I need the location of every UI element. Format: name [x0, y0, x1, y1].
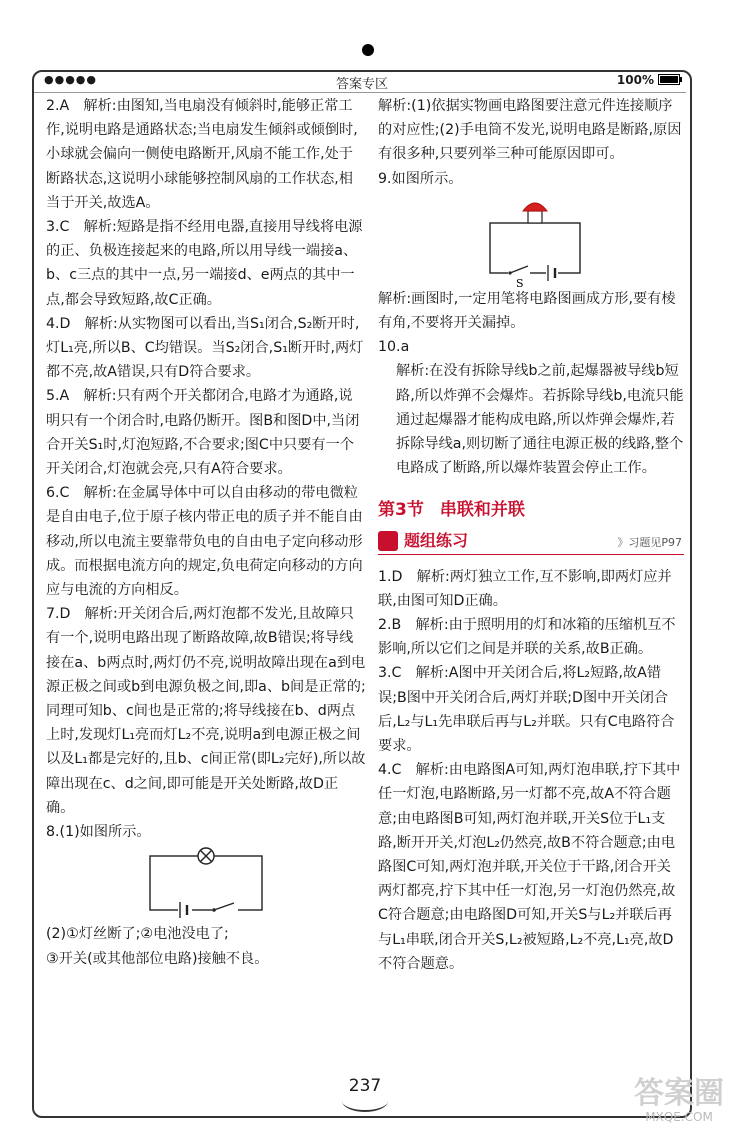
section-number: 第3节	[378, 500, 424, 521]
status-bar	[44, 73, 680, 92]
circuit-diagram-9	[378, 191, 684, 287]
group-label: 题组练习	[404, 530, 469, 550]
section-answer-4: 4.C 解析:由电路图A可知,两灯泡串联,拧下其中任一灯泡,电路断路,另一灯都不亮,故A不符合题意;由电路图B可知,两灯泡并联,开关S位于L₁支路,断开开关,灯泡L₂仍然亮,故B不符合题意;由电路图C可知,两灯泡并联,开关位于干路,闭合开关两灯都亮,拧下其中任一灯泡,另一灯泡仍然亮,故C符合题意;由电路图D可知,开关S与L₂并联后再与L₁串联,闭合开关S,L₂被短路,L₂不亮,L₁亮,故D不符合题意。	[378, 762, 681, 972]
answer-2: 2.A 解析:由图知,当电扇没有倾斜时,能够正常工作,说明电路是通路状态;当电扇发生倾斜或倾倒时,小球就会偏向一侧使电路断开,风扇不能工作,处于断路状态,这说明小球能够控制风扇的工作状态,相当于开关,故选A。	[46, 98, 358, 211]
section-heading	[378, 498, 684, 522]
section-title: 串联和并联	[439, 500, 525, 521]
battery-indicator	[617, 73, 680, 87]
pencil-icon	[378, 531, 398, 551]
top-dot	[362, 44, 374, 56]
answer-7: 7.D 解析:开关闭合后,两灯泡都不发光,且故障只有一个,说明电路出现了断路故障,故B错误;将导线接在a、b两点时,两灯仍不亮,说明故障出现在a到电源正极之间或b到电源负极之间,即a、b间是正常的;同理可知b、c间也是正常的;将导线接在b、d两点上时,发现灯L₁亮而灯L₂不亮,说明a到电源正极之间以及L₁都是完好的,且b、c间正常(即L₂完好),所以故障出现在c、d之间,即可能是开关处断路,故D正确。	[46, 606, 366, 816]
switch-label: S	[516, 276, 524, 287]
section-answer-3: 3.C 解析:A图中开关闭合后,将L₂短路,故A错误;B图中开关闭合后,两灯并联;D图中开关闭合后,L₂与L₁先串联后再与L₂并联。只有C电路符合要求。	[378, 665, 675, 755]
watermark-logo	[614, 1078, 744, 1134]
answer-5: 5.A 解析:只有两个开关都闭合,电路才为通路,说明只有一个闭合时,电路仍断开。图B和图D中,当闭合开关S₁时,灯泡短路,不合要求;图C中只要有一个开关闭合,灯泡就会亮,只有A符合要求。	[46, 388, 360, 478]
answer-8-3: ③开关(或其他部位电路)接触不良。	[46, 950, 269, 967]
right-column	[378, 94, 684, 976]
exercise-group-bar	[378, 529, 684, 555]
page-number-arc	[342, 1090, 388, 1112]
battery-percent: 100%	[616, 73, 654, 87]
answer-8-1: 8.(1)如图所示。	[46, 824, 151, 841]
group-underline	[378, 554, 684, 555]
answer-4: 4.D 解析:从实物图可以看出,当S₁闭合,S₂断开时,灯L₁亮,所以B、C均错误。当S₂闭合,S₁断开时,两灯都不亮,故A错误,只有D符合要求。	[46, 315, 364, 381]
watermark-url: MXQE.COM	[645, 1110, 713, 1124]
left-column	[46, 94, 366, 971]
answer-8-note: 解析:(1)依据实物画电路图要注意元件连接顺序的对应性;(2)手电筒不发光,说明电路是断路,原因有很多种,只要列举三种可能原因即可。	[378, 98, 682, 163]
answer-6: 6.C 解析:在金属导体中可以自由移动的带电微粒是自由电子,位于原子核内带正电的质子并不能自由移动,所以电流主要靠带负电的自由电子定向移动形成。而根据电流方向的规定,负电荷定向移动的方向应与电流的方向相反。	[46, 485, 363, 599]
exercise-reference: 》习题见P97	[617, 535, 682, 549]
section-answer-2: 2.B 解析:由于照明用的灯和冰箱的压缩机互不影响,所以它们之间是并联的关系,故B正确。	[378, 617, 676, 658]
answer-10: 10.a	[378, 339, 410, 356]
answer-8-2: (2)①灯丝断了;②电池没电了;	[46, 926, 229, 943]
section-answer-1: 1.D 解析:两灯独立工作,互不影响,即两灯应并联,由图可知D正确。	[378, 568, 672, 609]
answer-9-note: 解析:画图时,一定用笔将电路图画成方形,要有棱有角,不要将开关漏掉。	[378, 290, 676, 332]
header-divider	[34, 92, 686, 93]
page-number: 237	[348, 1076, 382, 1096]
signal-icon: ●●●●●	[44, 73, 97, 86]
status-title: 答案专区	[335, 77, 388, 92]
answer-9: 9.如图所示。	[378, 170, 463, 187]
battery-icon	[658, 74, 680, 85]
answer-10-note: 解析:在没有拆除导线b之前,起爆器被导线b短路,所以炸弹不会爆炸。若拆除导线b,电流只能通过起爆器才能构成电路,所以炸弹会爆炸,若拆除导线a,则切断了通往电源正极的线路,整个电路成了断路,所以爆炸装置会停止工作。	[396, 363, 684, 477]
answer-3: 3.C 解析:短路是指不经用电器,直接用导线将电源的正、负极连接起来的电路,所以用导线一端接a、b、c三点的其中一点,另一端接d、e两点的其中一点,都会导致短路,故C正确。	[46, 219, 363, 308]
circuit-diagram-8	[46, 844, 366, 922]
watermark-text: 答案圈	[634, 1076, 724, 1111]
